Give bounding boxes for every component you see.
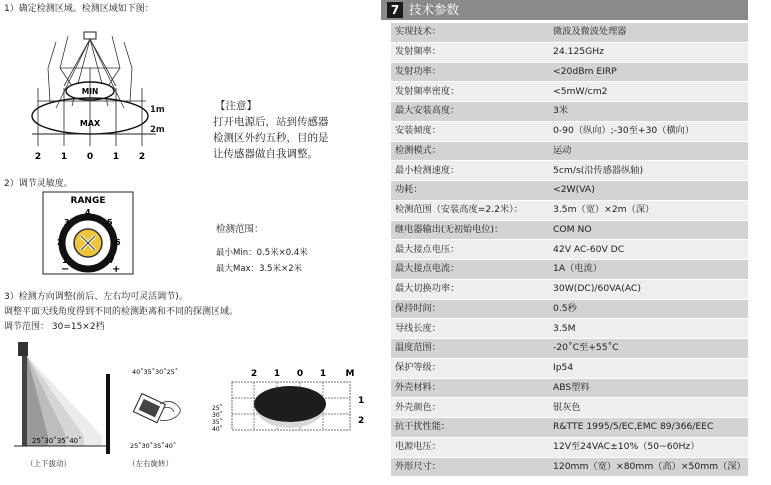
spec-key: 温度范围： [391, 339, 549, 359]
spec-table [391, 23, 748, 477]
spec-row [391, 82, 748, 102]
dial-number: 6 [115, 238, 121, 247]
grid-angle: 30˚ [212, 412, 223, 419]
sensor-icon [84, 32, 96, 39]
step3-heading: 3）检测方向调整(前后、左右均可灵活调节)。 [4, 292, 188, 302]
zone-2m-label: 2m [150, 125, 165, 135]
spec-key: 电源电压： [391, 437, 549, 457]
spec-value: R&TTE 1995/5/EC,EMC 89/366/EEC [549, 418, 748, 438]
spec-value: <2W(VA) [549, 181, 748, 201]
spec-row [391, 62, 748, 82]
spec-row [391, 437, 748, 457]
spec-row [391, 378, 748, 398]
dial-number: 3 [64, 218, 70, 227]
spec-row [391, 398, 748, 418]
detection-zone-diagram [28, 28, 178, 163]
dial-minus: − [61, 264, 70, 275]
spec-value: 42V AC-60V DC [549, 240, 748, 260]
spec-value: 24.125GHz [549, 42, 748, 62]
spec-value: 3米 [549, 102, 748, 122]
spec-value: 3.5M [549, 319, 748, 339]
spec-value: 3.5m（宽）×2m（深） [549, 200, 748, 220]
zone-1m-label: 1m [150, 105, 165, 115]
zone-max-label: MAX [79, 119, 101, 128]
vertical-angle-diagram [14, 340, 114, 450]
grid-axis-tick: 2 [250, 369, 258, 379]
range-min: 最小Min：0.5米×0.4米 [216, 248, 308, 258]
spec-value: 微波及微波处理器 [549, 23, 748, 42]
dial-number: 1 [62, 256, 68, 265]
spec-row [391, 319, 748, 339]
step3-desc: 调整平面天线角度得到不同的检测距离和不同的探测区域。 [4, 307, 239, 317]
dial-number: 5 [107, 218, 113, 227]
spec-key: 最大接点电压： [391, 240, 549, 260]
spec-row [391, 181, 748, 201]
dial-number: 4 [85, 208, 91, 217]
spec-key: 实现技术： [391, 23, 549, 42]
grid-m-label: M [345, 369, 355, 379]
spec-row [391, 121, 748, 141]
spec-value: <20dBm EIRP [549, 62, 748, 82]
caption-updown: （上下拔动） [26, 459, 71, 468]
dial-number: 7 [109, 256, 115, 265]
grid-angle: 35˚ [212, 419, 223, 426]
spec-value: 运动 [549, 141, 748, 161]
spec-key: 导线长度： [391, 319, 549, 339]
spec-key: 继电器输出(无初始电位)： [391, 220, 549, 240]
spec-value: 12V至24VAC±10%（50~60Hz） [549, 437, 748, 457]
spec-value: 5cm/s(沿传感器纵轴) [549, 161, 748, 181]
dial-number: 2 [57, 238, 63, 247]
spec-row [391, 42, 748, 62]
spec-row [391, 200, 748, 220]
notice-line: 打开电源后，站到传感器 [213, 116, 329, 128]
spec-row [391, 23, 748, 42]
spec-value: 120mm（宽）×80mm（高）×50mm（深） [549, 457, 748, 477]
zone-axis-tick: 2 [138, 152, 146, 162]
detection-grid-diagram [210, 366, 370, 446]
spec-value: ABS塑料 [549, 378, 748, 398]
spec-title: 技术参数 [409, 2, 460, 17]
spec-row [391, 141, 748, 161]
spec-row [391, 279, 748, 299]
notice-line: 让传感器做自我调整。 [213, 148, 318, 160]
spec-row [391, 220, 748, 240]
range-max: 最大Max：3.5米×2米 [216, 264, 303, 274]
spec-key: 最大接点电流： [391, 260, 549, 280]
spec-row [391, 418, 748, 438]
notice-title: 【注意】 [215, 100, 257, 112]
zone-axis-tick: 1 [112, 152, 120, 162]
spec-section [381, 0, 771, 485]
spec-key: 安装倾度： [391, 121, 549, 141]
rotation-diagram [104, 364, 204, 459]
step2-heading: 2）调节灵敏度。 [4, 179, 73, 189]
spec-row [391, 358, 748, 378]
spec-key: 发射功率： [391, 62, 549, 82]
spec-value: 1A（电流） [549, 260, 748, 280]
grid-angle: 40˚ [212, 426, 223, 433]
sensitivity-dial [42, 191, 134, 275]
zone-axis-tick: 0 [86, 152, 94, 162]
step1-heading: 1）确定检测区域。检测区域如下图： [4, 4, 154, 14]
dial-plus: + [112, 264, 121, 275]
notice-line: 检测区外约五秒，目的是 [213, 132, 329, 144]
spec-value: 0-90（纵向）;-30至+30（横向） [549, 121, 748, 141]
adjust-range: 调节范围： 30=15×2档 [4, 322, 105, 332]
spec-key: 最大切换功率： [391, 279, 549, 299]
spec-row [391, 240, 748, 260]
range-heading: 检测范围： [216, 224, 264, 235]
grid-axis-tick: 0 [296, 369, 304, 379]
spec-section-number: 7 [387, 2, 403, 18]
spec-key: 抗干扰性能： [391, 418, 549, 438]
spec-value: Ip54 [549, 358, 748, 378]
spec-key: 检测范围（安装高度=2.2米）： [391, 200, 549, 220]
spec-key: 功耗： [391, 181, 549, 201]
spec-value: 0.5秒 [549, 299, 748, 319]
spec-key: 发射频率密度： [391, 82, 549, 102]
grid-axis-tick: 1 [319, 369, 327, 379]
spec-row [391, 299, 748, 319]
spec-value: <5mW/cm2 [549, 82, 748, 102]
spec-row [391, 457, 748, 477]
spec-row [391, 161, 748, 181]
spec-value: COM NO [549, 220, 748, 240]
spec-value: -20˚C至+55˚C [549, 339, 748, 359]
spec-key: 最大安装高度： [391, 102, 549, 122]
grid-angle: 25˚ [212, 405, 223, 412]
spec-key: 保护等级： [391, 358, 549, 378]
angles-bottom: 25˚30˚35˚40˚ [32, 437, 82, 445]
zone-axis-tick: 1 [60, 152, 68, 162]
zone-min-label: MIN [81, 87, 99, 96]
zone-axis-tick: 2 [34, 152, 42, 162]
spec-key: 保持时间： [391, 299, 549, 319]
spec-key: 发射频率： [391, 42, 549, 62]
spec-value: 30W(DC)/60VA(AC) [549, 279, 748, 299]
grid-axis-tick: 1 [273, 369, 281, 379]
spec-row [391, 102, 748, 122]
spec-key: 外壳材料： [391, 378, 549, 398]
spec-value: 银灰色 [549, 398, 748, 418]
spec-key: 外形尺寸： [391, 457, 549, 477]
rot-angles-top: 40˚35˚30˚25˚ [132, 368, 179, 376]
spec-key: 最小检测速度： [391, 161, 549, 181]
grid-row-label: 1 [358, 396, 365, 406]
rot-angles-bottom: 25˚30˚35˚40˚ [130, 442, 177, 450]
spec-key: 外壳颜色： [391, 398, 549, 418]
range-label: RANGE [70, 196, 106, 206]
spec-key: 检测模式： [391, 141, 549, 161]
caption-rotate: （左右旋转） [128, 459, 173, 468]
spec-row [391, 339, 748, 359]
spec-row [391, 260, 748, 280]
grid-row-label: 2 [358, 416, 365, 426]
spec-header [381, 0, 748, 20]
